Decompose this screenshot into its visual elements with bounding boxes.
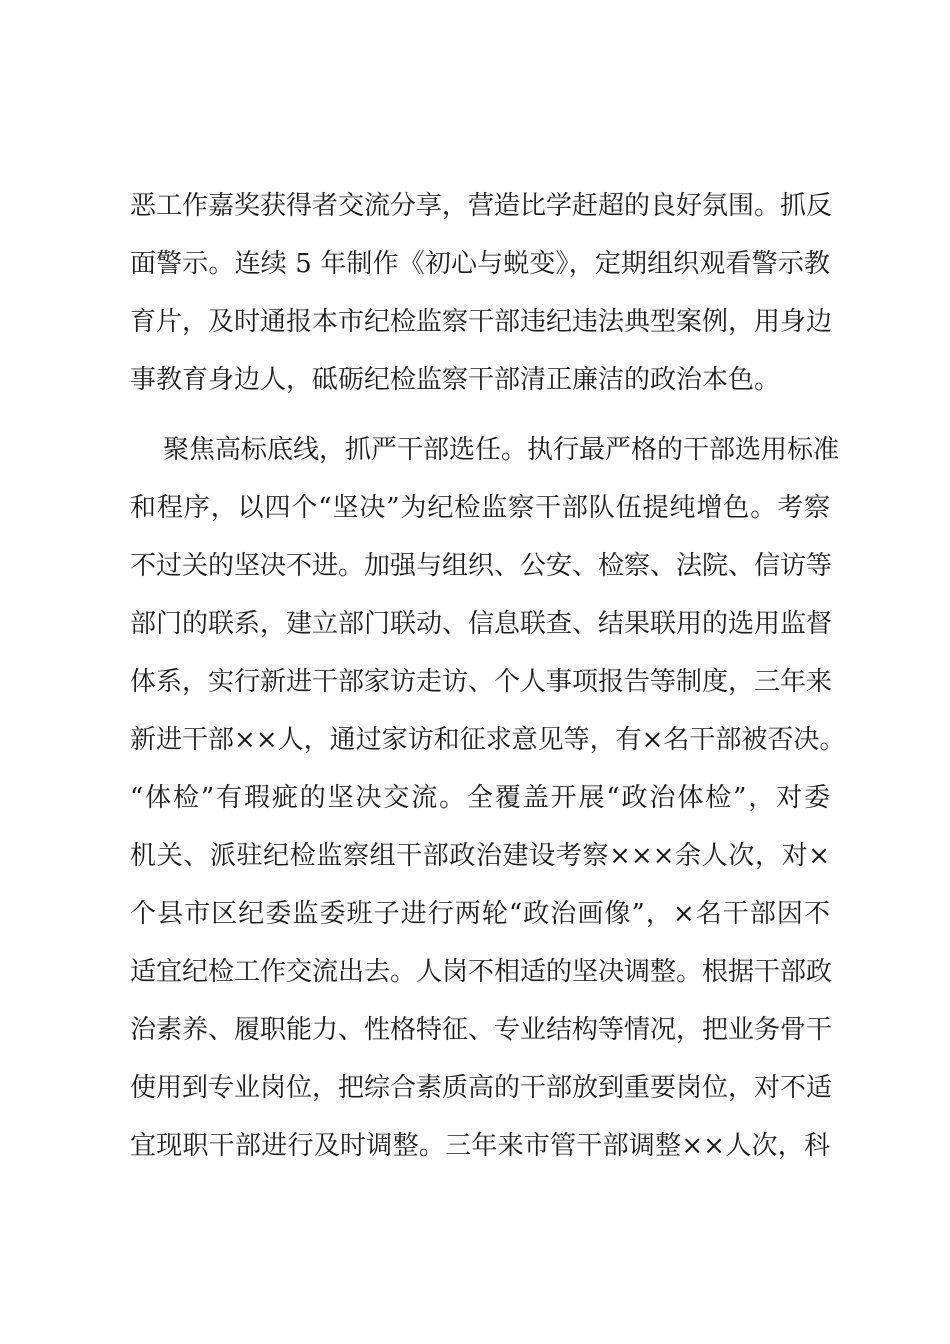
text-line: 面警示。连续 5 年制作《初心与蜕变》，定期组织观看警示教 — [130, 249, 830, 279]
text-line: 不过关的坚决不进。加强与组织、公安、检察、法院、信访等 — [130, 551, 833, 581]
text-line: 恶工作嘉奖获得者交流分享，营造比学赶超的良好氛围。抓反 — [130, 191, 833, 221]
text-line: “体检”有瑕疵的坚决交流。全覆盖开展“政治体检”，对委 — [130, 783, 830, 813]
text-line: 适宜纪检工作交流出去。人岗不相适的坚决调整。根据干部政 — [130, 957, 833, 987]
text-line: 育片，及时通报本市纪检监察干部违纪违法典型案例，用身边 — [130, 307, 833, 337]
text-line: 机关、派驻纪检监察组干部政治建设考察×××余人次，对× — [130, 841, 830, 871]
text-line: 事教育身边人，砥砺纪检监察干部清正廉洁的政治本色。 — [130, 365, 781, 395]
text-line: 宜现职干部进行及时调整。三年来市管干部调整××人次，科 — [130, 1131, 830, 1161]
text-line: 部门的联系，建立部门联动、信息联查、结果联用的选用监督 — [130, 609, 833, 639]
paragraph-first-line: 聚焦高标底线，抓严干部选任。执行最严格的干部选用标准 — [163, 435, 840, 465]
text-line: 新进干部××人，通过家访和征求意见等，有×名干部被否决。 — [130, 725, 846, 755]
text-line: 使用到专业岗位，把综合素质高的干部放到重要岗位，对不适 — [130, 1073, 833, 1103]
text-line: 和程序，以四个“坚决”为纪检监察干部队伍提纯增色。考察 — [130, 493, 830, 523]
text-line: 体系，实行新进干部家访走访、个人事项报告等制度，三年来 — [130, 667, 833, 697]
text-line: 个县市区纪委监委班子进行两轮“政治画像”，×名干部因不 — [130, 899, 830, 929]
text-line: 治素养、履职能力、性格特征、专业结构等情况，把业务骨干 — [130, 1015, 833, 1045]
